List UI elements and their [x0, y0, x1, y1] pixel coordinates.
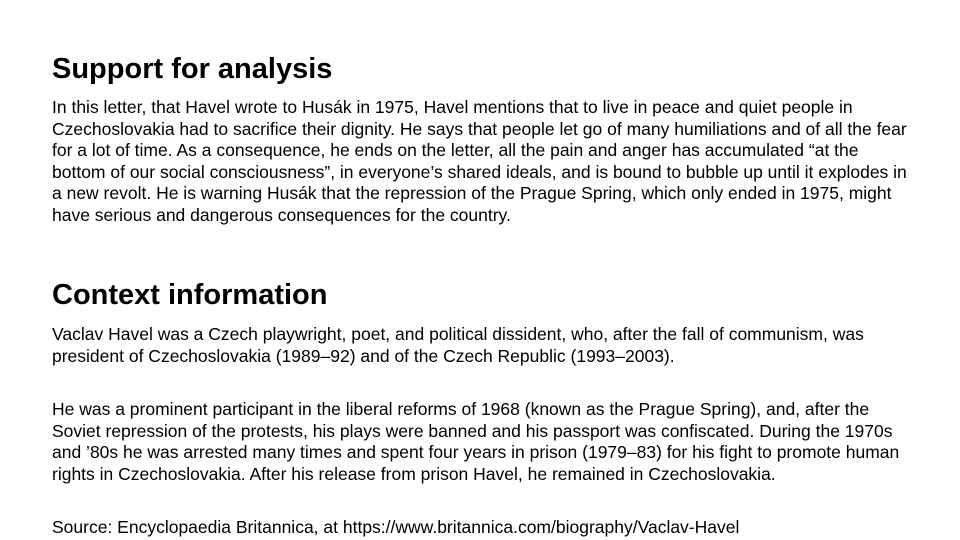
context-paragraph-2: He was a prominent participant in the liberal reforms of 1968 (known as the Prague Spring), and, after the Soviet repression of the protests, his plays were banned and his passport was confiscated. During the 1970s and ’80s he was arrested many times and spent four years in prison (1979–83) for his fight to promote human rights in Czechoslovakia. After his release from prison Havel, he remained in Czechoslovakia.: [52, 399, 900, 484]
source-citation: Source: Encyclopaedia Britannica, at https://www.britannica.com/biography/Vaclav-Havel: [52, 517, 740, 537]
analysis-paragraph: In this letter, that Havel wrote to Husák in 1975, Havel mentions that to live in peace and quiet people in Czechoslovakia had to sacrifice their dignity. He says that people let go of many humiliations and of all the fear for a lot of time. As a consequence, he ends on the letter, all the pain and anger has accumulated “at the bottom of our social consciousness”, in everyone’s shared ideals, and is bound to bubble up until it explodes in a new revolt. He is warning Husák that the repression of the Prague Spring, which only ended in 1975, might have serious and dangerous consequences for the country.: [52, 97, 907, 225]
analysis-heading: Support for analysis: [52, 53, 333, 85]
context-heading: Context information: [52, 279, 328, 311]
context-paragraph-1: Vaclav Havel was a Czech playwright, poet, and political dissident, who, after the fall of communism, was president of Czechoslovakia (1989–92) and of the Czech Republic (1993–2003).: [52, 324, 864, 366]
